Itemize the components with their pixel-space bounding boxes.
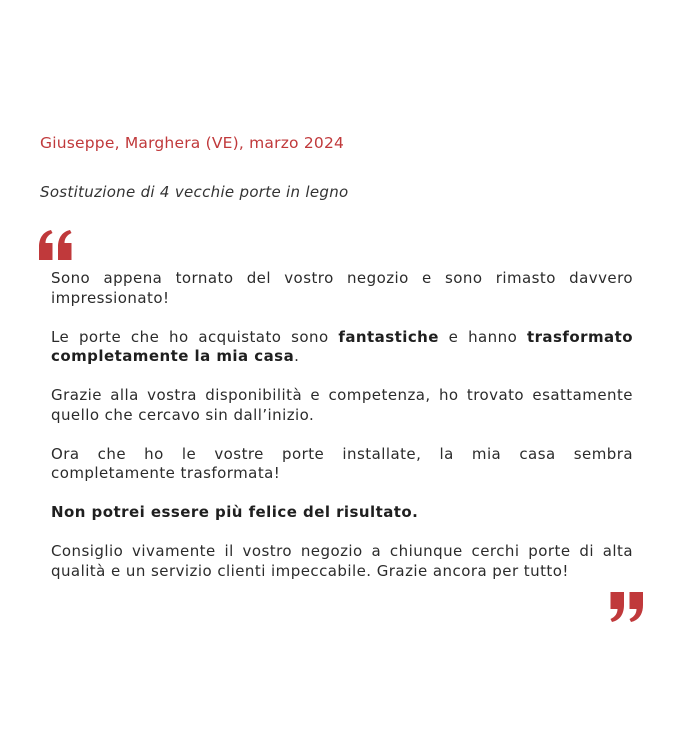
- quote-open-icon: [38, 230, 74, 260]
- highlight-text: fantastiche: [338, 327, 439, 346]
- highlight-text: trasformato completamente la mia casa: [51, 327, 633, 365]
- highlight-text: Non potrei essere più felice del risultato.: [51, 503, 419, 521]
- testimonial-paragraph: Grazie alla vostra disponibilità e competenza, ho trovato esattamente quello che cercavo sin dall’inizio.: [51, 386, 633, 424]
- testimonial-subtitle: Sostituzione di 4 vecchie porte in legno: [40, 183, 349, 201]
- testimonial-paragraph: Ora che ho le vostre porte installate, la mia casa sembra completamente trasformata!: [51, 444, 633, 482]
- paragraph-text: Le porte che ho acquistato sono: [51, 327, 339, 346]
- paragraph-text: .: [294, 347, 300, 365]
- paragraph-text: e hanno: [438, 327, 527, 346]
- testimonial-paragraph: [51, 503, 633, 523]
- testimonial-author: Giuseppe, Marghera (VE), marzo 2024: [40, 134, 345, 152]
- testimonial-paragraph: [51, 328, 633, 367]
- testimonial-paragraph: Consiglio vivamente il vostro negozio a chiunque cerchi porte di alta qualità e un servizio clienti impeccabile. Grazie ancora per tutto!: [51, 542, 633, 580]
- testimonial-paragraph: Sono appena tornato del vostro negozio e sono rimasto davvero impressionato!: [51, 269, 633, 307]
- testimonial-body: [51, 269, 633, 581]
- quote-close-icon: [608, 592, 644, 622]
